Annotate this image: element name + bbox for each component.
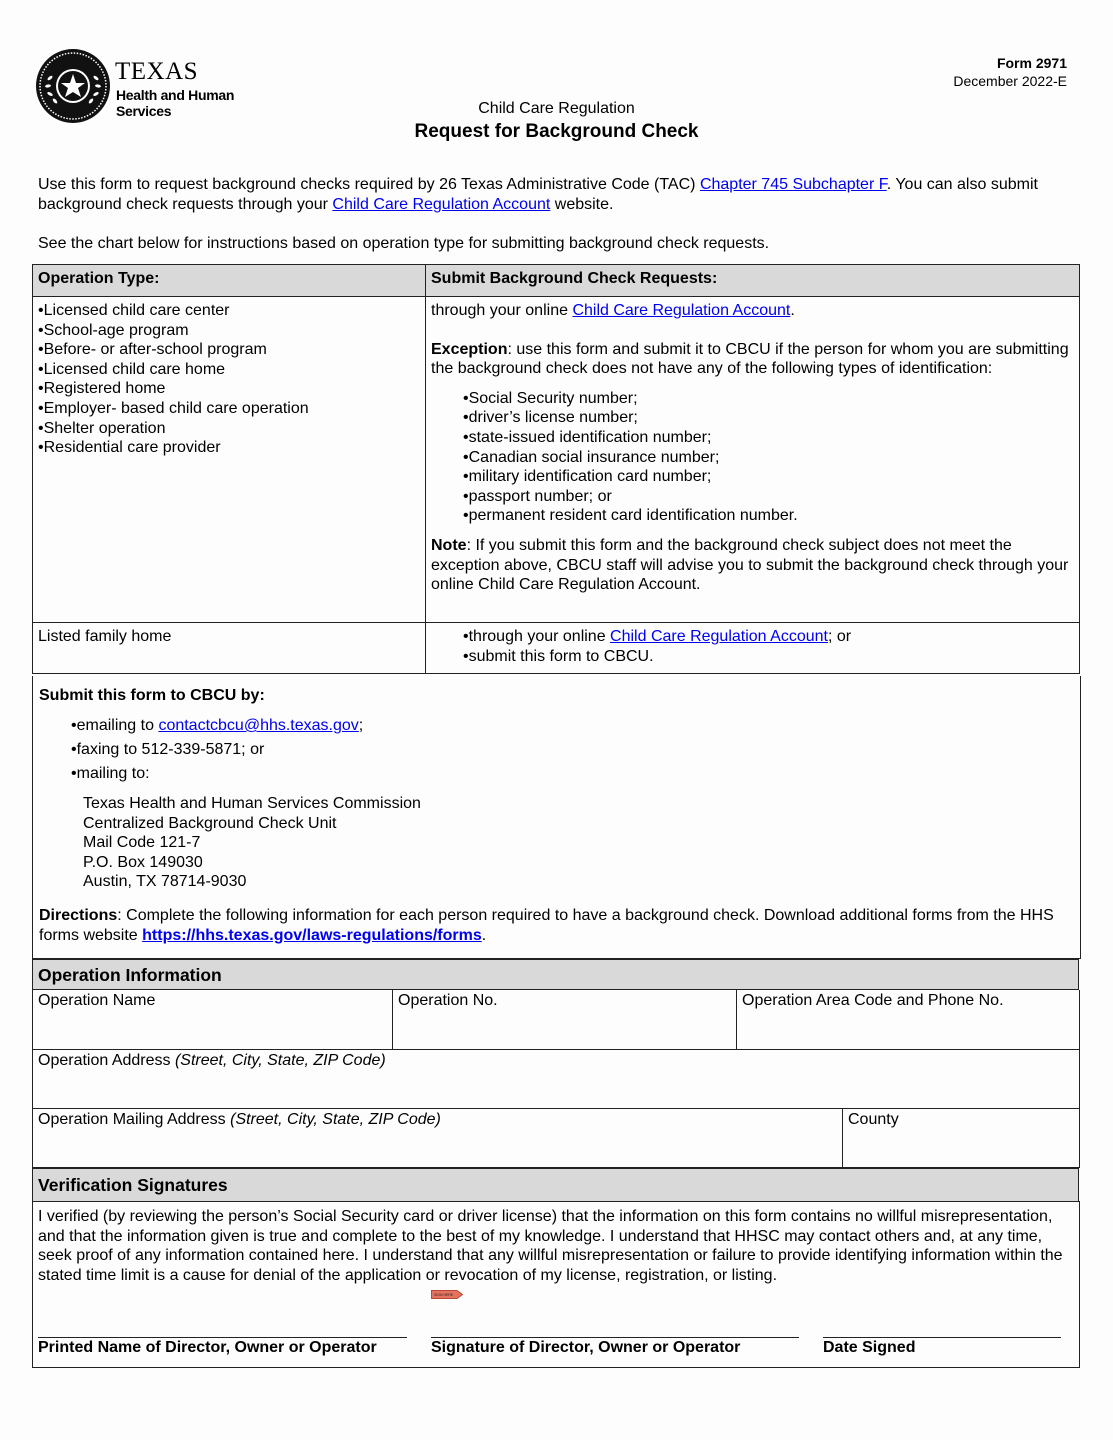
operation-types-cell: [33, 297, 426, 623]
operation-mailing-address-field[interactable]: [33, 1109, 843, 1167]
field-label: Operation Area Code and Phone No.: [742, 992, 1004, 1009]
field-label: Operation No.: [398, 992, 498, 1009]
address-line: P.O. Box 149030: [83, 853, 203, 871]
intro-text: Use this form to request background checks required by 26 Texas Administrative Code (TAC): [38, 176, 700, 193]
exception-text: : use this form and submit it to CBCU if the person for whom you are submitting the background check does not have any of the following types of identification:: [431, 340, 1069, 378]
list-item: • Licensed child care center: [38, 301, 420, 321]
field-label: Operation Mailing Address: [38, 1111, 231, 1128]
address-line: Mail Code 121-7: [83, 834, 201, 852]
county-field[interactable]: [843, 1109, 1079, 1167]
mailing-address: [83, 794, 1074, 892]
through-online: [431, 301, 1074, 321]
signature-field[interactable]: [431, 1337, 799, 1357]
intro-text: . You can also submit background check requests through your: [38, 176, 1038, 213]
list-item: • Employer- based child care operation: [38, 399, 420, 419]
chapter-745-link[interactable]: Chapter 745 Subchapter F: [699, 176, 887, 193]
hhs-forms-link[interactable]: https://hhs.texas.gov/laws-regulations/forms: [142, 926, 482, 944]
operation-name-field[interactable]: [33, 990, 393, 1049]
col-header-submit: Submit Background Check Requests:: [426, 265, 1080, 297]
field-label: Operation Address: [38, 1052, 175, 1069]
list-item: • passport number; or: [463, 487, 1074, 507]
page-subtitle: Child Care Regulation: [478, 100, 635, 117]
table-row: [33, 297, 1080, 623]
col-header-operation-type: Operation Type:: [33, 265, 426, 297]
id-types-list: [431, 389, 1074, 526]
intro-text: website.: [550, 196, 614, 213]
sign-here-tag-icon[interactable]: [431, 1290, 463, 1299]
address-line: Texas Health and Human Services Commission: [83, 795, 421, 812]
directions-label: Directions: [39, 906, 118, 924]
printed-name-field[interactable]: [38, 1337, 407, 1357]
list-item: • submit this form to CBCU.: [463, 647, 1074, 667]
logo-subtitle-line1: Health and Human: [116, 87, 235, 103]
field-label: Operation Name: [38, 992, 156, 1009]
field-label: Printed Name of Director, Owner or Operator: [38, 1339, 377, 1356]
operation-address-field[interactable]: [33, 1050, 1079, 1108]
operation-number-field[interactable]: [393, 990, 737, 1049]
operation-types-list: [38, 301, 420, 458]
list-item: • Registered home: [38, 379, 420, 399]
address-line: Austin, TX 78714-9030: [83, 873, 247, 891]
field-label: County: [848, 1111, 899, 1128]
list-item: • Canadian social insurance number;: [463, 448, 1074, 468]
text: through your online: [431, 302, 573, 319]
operation-row-3: [32, 1109, 1080, 1168]
exception: [431, 340, 1074, 379]
intro-paragraph-2: See the chart below for instructions based on operation type for submitting background check requests.: [38, 235, 770, 252]
submit-instructions-cell: [426, 297, 1080, 623]
list-item: • Social Security number;: [463, 389, 1074, 409]
text: emailing to: [76, 717, 159, 734]
intro-paragraph-1: [38, 175, 1078, 215]
text: ; or: [827, 628, 852, 645]
note-text: : If you submit this form and the background check subject does not meet the exception above, CBCU staff will advise you to submit the background check through your online Child Care Regulation Account.: [431, 536, 1069, 594]
list-item: • state-issued identification number;: [463, 428, 1074, 448]
field-hint: (Street, City, State, ZIP Code): [230, 1111, 441, 1128]
verification-section: [32, 1201, 1080, 1368]
list-item: [463, 627, 1074, 647]
field-label: Signature of Director, Owner or Operator: [431, 1339, 741, 1356]
text: ;: [358, 717, 364, 734]
submit-methods-list: [39, 716, 1074, 784]
form-date: December 2022-E: [953, 73, 1067, 89]
directions: [39, 906, 1074, 946]
listed-family-home-cell: Listed family home: [33, 623, 426, 674]
table-header-row: [33, 265, 1080, 297]
verification-heading: Verification Signatures: [32, 1168, 1079, 1202]
directions-text: : Complete the following information for each person required to have a background check. Download additional forms from the HHS forms website: [39, 906, 1054, 944]
list-item: • Shelter operation: [38, 419, 420, 439]
operation-type-table: [32, 264, 1080, 674]
text: .: [790, 302, 795, 319]
options-list: [431, 627, 1074, 666]
list-item: • driver’s license number;: [463, 408, 1074, 428]
list-item: [71, 716, 1074, 736]
form-number: Form 2971: [996, 55, 1067, 71]
operation-row-2: [32, 1050, 1080, 1109]
email-link[interactable]: contactcbcu@hhs.texas.gov: [158, 717, 359, 734]
list-item: • Residential care provider: [38, 438, 420, 458]
operation-phone-field[interactable]: [737, 990, 1079, 1049]
intro: [38, 175, 1078, 273]
listed-family-home-instructions: [426, 623, 1080, 674]
text: .: [481, 926, 487, 944]
ccr-account-link[interactable]: Child Care Regulation Account: [572, 302, 791, 319]
logo-subtitle-line2: Services: [116, 103, 172, 119]
list-item: • mailing to:: [71, 764, 1074, 784]
title-block: [0, 100, 1113, 143]
list-item: • military identification card number;: [463, 467, 1074, 487]
verification-statement: I verified (by reviewing the person’s Social Security card or driver license) that the information on this form contains no willful misrepresentation, and that the information given is true and complete to the best of my knowledge. I understand that HHSC may contact others and, at any time, seek proof of any information contained here. I understand that any willful misrepresentation or failure to provide identifying information within the stated time limit is a cause for denial of the application or revocation of my license, registration, or listing.: [38, 1208, 1063, 1284]
ccr-account-link[interactable]: Child Care Regulation Account: [332, 196, 551, 213]
exception-label: Exception: [431, 340, 508, 358]
submit-heading: Submit this form to CBCU by:: [39, 687, 265, 704]
address-line: Centralized Background Check Unit: [83, 814, 337, 832]
table-row: [33, 623, 1080, 674]
list-item: • Licensed child care home: [38, 360, 420, 380]
date-signed-field[interactable]: [823, 1337, 1061, 1357]
operation-row-1: [32, 990, 1080, 1050]
text: through your online: [468, 628, 611, 645]
list-item: • Before- or after-school program: [38, 340, 420, 360]
note: [431, 536, 1074, 595]
field-hint: (Street, City, State, ZIP Code): [174, 1052, 386, 1069]
logo-title: TEXAS: [115, 58, 199, 85]
field-label: Date Signed: [823, 1339, 916, 1356]
list-item: • faxing to 512-339-5871; or: [71, 740, 1074, 760]
submit-section: [32, 676, 1081, 959]
note-label: Note: [431, 536, 467, 554]
sign-tag-text: SIGN HERE: [434, 1293, 454, 1297]
form-id: [953, 54, 1067, 90]
list-item: • permanent resident card identification number.: [463, 506, 1074, 526]
page-title: Request for Background Check: [414, 121, 699, 142]
operation-information-heading: Operation Information: [32, 959, 1079, 990]
list-item: • School-age program: [38, 321, 420, 341]
ccr-account-link[interactable]: Child Care Regulation Account: [610, 628, 828, 645]
